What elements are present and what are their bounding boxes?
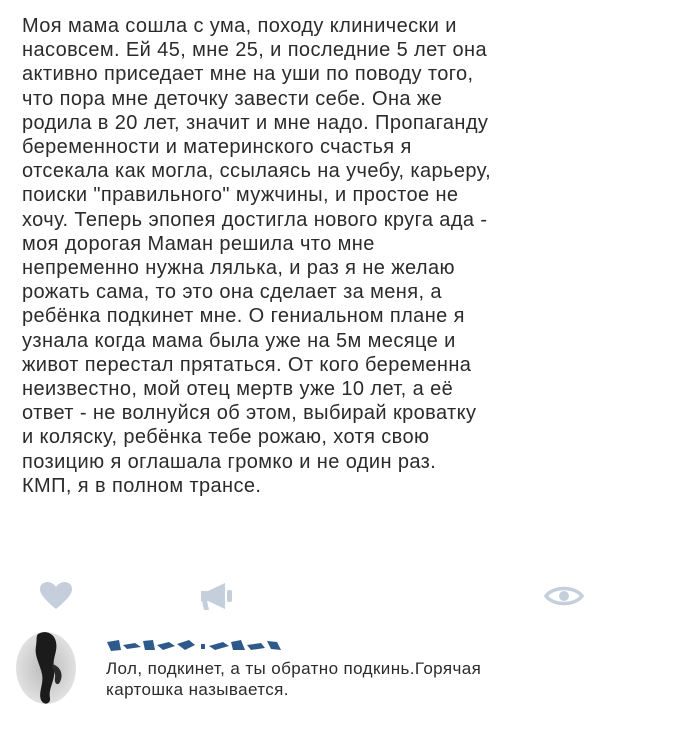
comment-text-line: Лол, подкинет, а ты обратно подкинь.Горячая bbox=[106, 659, 482, 678]
post-text-line: рожать сама, то это она сделает за меня, а bbox=[22, 281, 442, 304]
avatar-image bbox=[14, 630, 78, 706]
post-actions-bar bbox=[0, 578, 700, 614]
post-text-line: родила в 20 лет, значит и мне надо. Пропаганду bbox=[22, 111, 489, 134]
views-indicator bbox=[542, 578, 586, 614]
blurred-author-name bbox=[105, 636, 315, 654]
comment-text-line: картошка называется. bbox=[106, 680, 289, 699]
post-text-line: неизвестно, мой отец мертв уже 10 лет, а её bbox=[22, 378, 454, 401]
comment-text bbox=[106, 658, 686, 700]
post-text bbox=[22, 14, 682, 498]
post-text-line: поиски "правильного" мужчины, и простое не bbox=[22, 184, 459, 207]
comment bbox=[0, 620, 700, 720]
post-text-line: живот перестал прятаться. От кого беременна bbox=[22, 353, 472, 376]
eye-icon bbox=[544, 584, 584, 608]
post-text-line: ребёнка подкинет мне. О гениальном плане я bbox=[22, 305, 465, 328]
post-text-line: Моя мама сошла с ума, походу клинически и bbox=[22, 15, 457, 37]
post-text-line: и коляску, ребёнка тебе рожаю, хотя свою bbox=[22, 426, 430, 449]
heart-icon bbox=[39, 581, 73, 611]
like-button[interactable] bbox=[36, 578, 76, 614]
post-text-line: отсекала как могла, ссылаясь на учебу, карьеру, bbox=[22, 160, 492, 183]
megaphone-icon bbox=[199, 580, 237, 612]
post-text-line: хочу. Теперь эпопея достигла нового круга ада - bbox=[22, 208, 488, 231]
post-text-line: ответ - не волнуйся об этом, выбирай кроватку bbox=[22, 402, 477, 425]
post-text-line: активно приседает мне на уши по поводу того, bbox=[22, 63, 474, 86]
post-text-line: моя дорогая Маман решила что мне bbox=[22, 232, 375, 255]
post-text-line: насовсем. Ей 45, мне 25, и последние 5 лет она bbox=[22, 39, 487, 62]
avatar[interactable] bbox=[14, 630, 78, 706]
post-text-line: позицию я оглашала громко и не один раз. bbox=[22, 450, 437, 473]
post-text-line: КМП, я в полном трансе. bbox=[22, 474, 262, 497]
comment-author-name[interactable] bbox=[105, 636, 315, 654]
post-text-line: что пора мне деточку завести себе. Она же bbox=[22, 87, 443, 110]
post-text-line: узнала когда мама была уже на 5м месяце и bbox=[22, 329, 456, 352]
post-text-line: непременно нужна лялька, и раз я не желаю bbox=[22, 257, 455, 280]
share-button[interactable] bbox=[196, 578, 240, 614]
post-text-line: беременности и материнского счастья я bbox=[22, 136, 412, 159]
